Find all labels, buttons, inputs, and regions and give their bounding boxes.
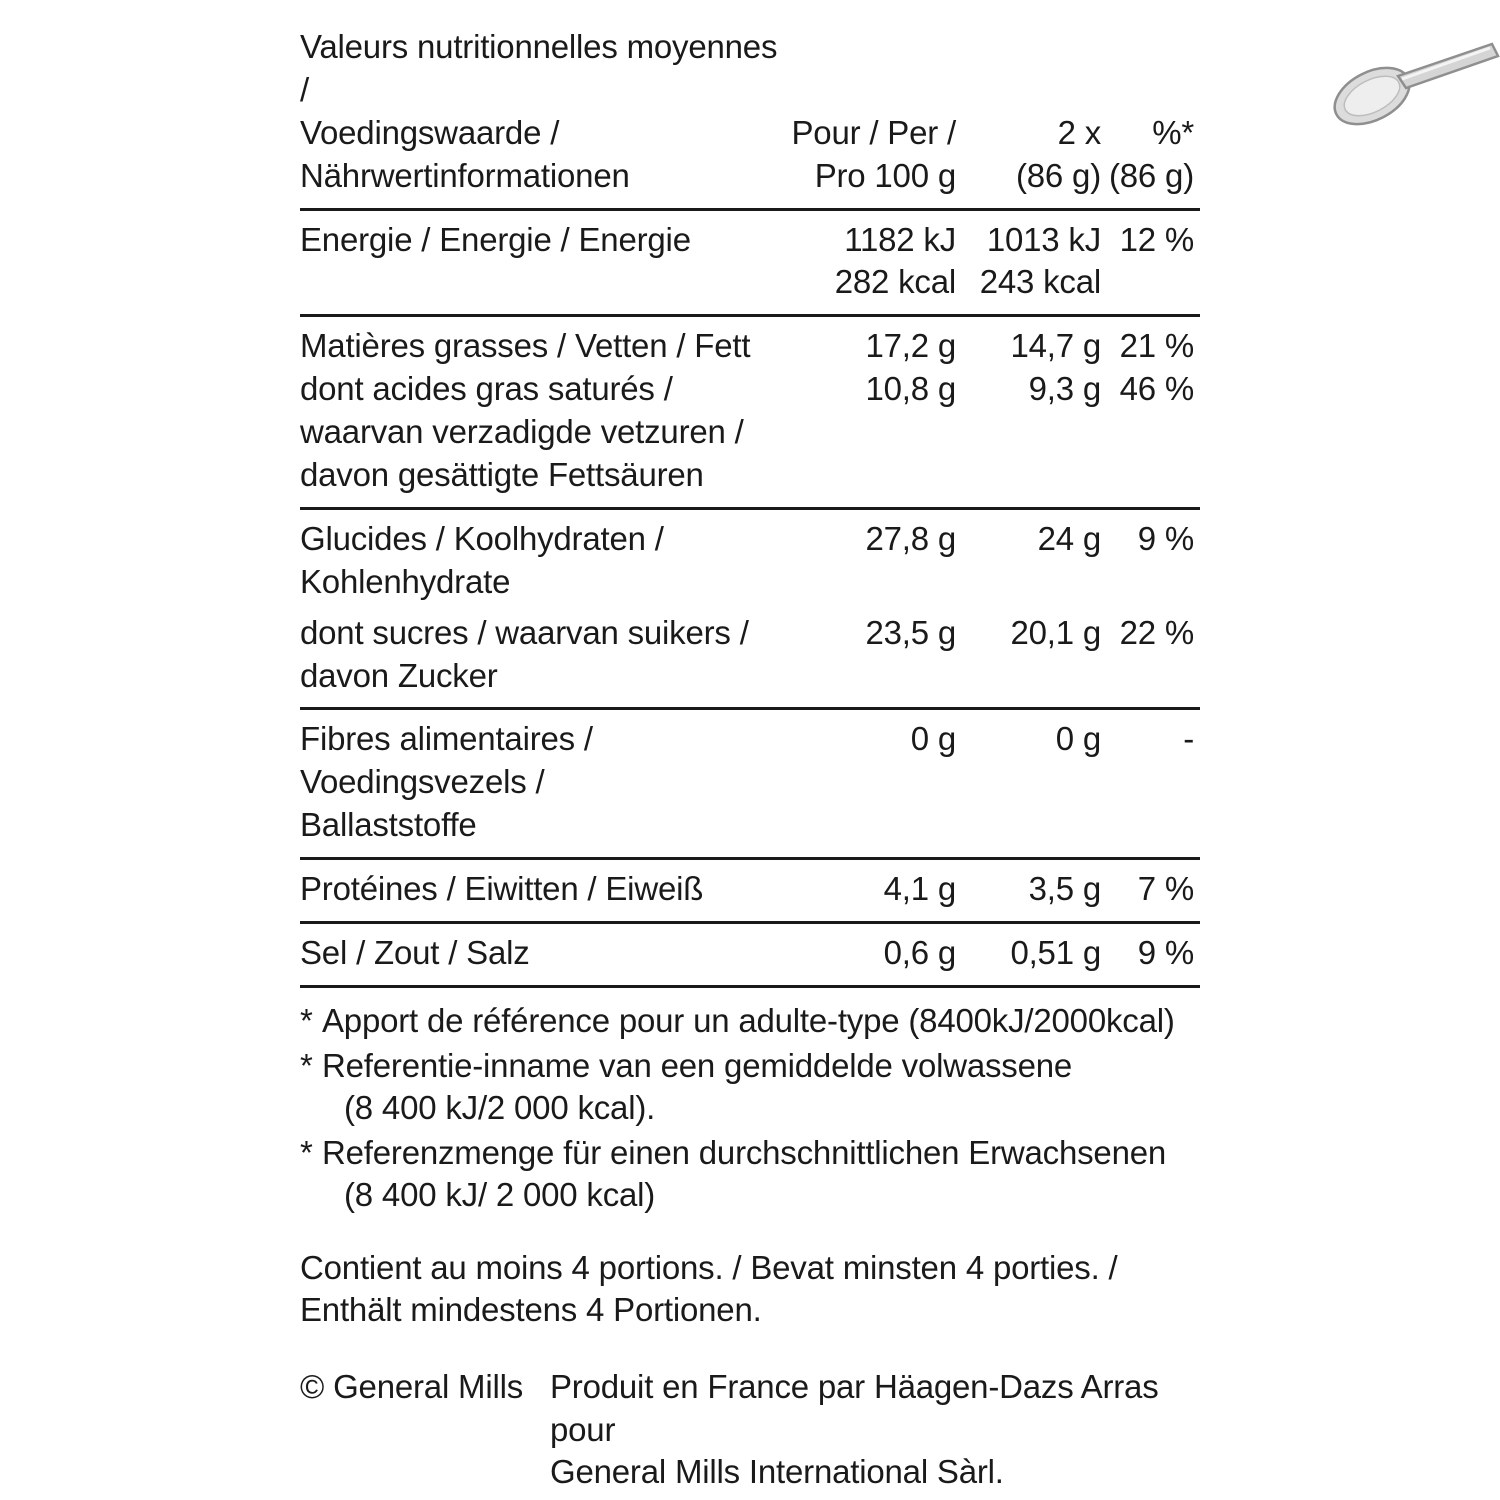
footnote-fr [300, 1000, 1210, 1043]
copyright-text: © General Mills [300, 1367, 524, 1405]
header-per-100g: Pour / Per / Pro 100 g [791, 113, 956, 194]
header-title: Valeurs nutritionnelles moyennes / Voedingswaarde / Nährwertinformationen [300, 28, 778, 194]
table-row [300, 368, 1200, 508]
row-name: Energie / Energie / Energie [300, 209, 782, 261]
row-percent: 21 % [1105, 316, 1200, 368]
footnote-de [300, 1132, 1210, 1217]
row-percent: 9 % [1105, 923, 1200, 987]
table-row [300, 709, 1200, 859]
nutrition-table [300, 26, 1200, 988]
footnote-nl [300, 1045, 1210, 1130]
row-name: dont sucres / waarvan suikers / davon Zucker [300, 613, 749, 694]
table-header-row [300, 26, 1200, 209]
table-row [300, 859, 1200, 923]
row-per-100g: 0,6 g [782, 923, 960, 987]
table-row [300, 508, 1200, 603]
row-per-100g: 17,2 g [782, 316, 960, 368]
row-per-100g: 0 g [782, 709, 960, 859]
producer-line1: Produit en France par Häagen-Dazs Arras pour [550, 1367, 1159, 1448]
row-per-100g: 23,5 g [865, 613, 956, 651]
row-per-serving: 0 g [960, 709, 1105, 859]
footnote-fr-text: Apport de référence pour un adulte-type (8400kJ/2000kcal) [322, 1002, 1175, 1039]
asterisk: * [300, 1002, 313, 1039]
row-per-serving: 1013 kJ [960, 209, 1105, 261]
table-row [300, 923, 1200, 987]
row-per-serving: 3,5 g [960, 859, 1105, 923]
row-percent: 46 % [1119, 370, 1194, 408]
table-row [300, 604, 1200, 709]
table-row [300, 209, 1200, 261]
footnote-de-line1: Referenzmenge für einen durchschnittlichen Erwachsenen [322, 1133, 1167, 1171]
row-per-100g: 10,8 g [865, 370, 956, 408]
footnote-de-line2: (8 400 kJ/ 2 000 kcal) [344, 1176, 656, 1214]
row-name: Matières grasses / Vetten / Fett [300, 316, 782, 368]
row-name: Glucides / Koolhydraten / Kohlenhydrate [300, 508, 782, 603]
asterisk: * [300, 1133, 313, 1171]
row-name: Sel / Zout / Salz [300, 923, 782, 987]
row-per-serving: 9,3 g [1028, 370, 1101, 408]
row-percent: 7 % [1105, 859, 1200, 923]
table-row-secondary [300, 261, 1200, 315]
footer [300, 1366, 1210, 1494]
row-per-serving-kcal: 243 kcal [979, 263, 1101, 301]
row-name: Fibres alimentaires / Voedingsvezels / Ballaststoffe [300, 709, 782, 859]
row-percent: 12 % [1105, 209, 1200, 261]
row-per-100g: 27,8 g [782, 508, 960, 603]
row-name: dont acides gras saturés / waarvan verzadigde vetzuren / davon gesättigte Fettsäuren [300, 370, 744, 494]
row-per-100g: 1182 kJ [782, 209, 960, 261]
row-per-serving: 20,1 g [1010, 613, 1101, 651]
table-row [300, 316, 1200, 368]
row-name: Protéines / Eiwitten / Eiweiß [300, 859, 782, 923]
row-percent: 9 % [1105, 508, 1200, 603]
spoon-icon [1320, 42, 1500, 137]
row-percent: - [1105, 709, 1200, 859]
portions-note [300, 1247, 1210, 1332]
nutrition-label [300, 26, 1200, 988]
row-per-serving: 14,7 g [960, 316, 1105, 368]
row-percent: 22 % [1119, 613, 1194, 651]
asterisk: * [300, 1046, 313, 1084]
portions-line2: Enthält mindestens 4 Portionen. [300, 1291, 762, 1329]
header-per-serving: 2 x (86 g) [1015, 113, 1101, 194]
header-percent-ri: %* (86 g) [1108, 113, 1194, 194]
row-per-serving: 24 g [960, 508, 1105, 603]
footnote-nl-line2: (8 400 kJ/2 000 kcal). [344, 1089, 656, 1127]
row-per-serving: 0,51 g [960, 923, 1105, 987]
footnotes [300, 1000, 1210, 1494]
row-per-100g: 4,1 g [782, 859, 960, 923]
row-per-100g-kcal: 282 kcal [834, 263, 956, 301]
footnote-nl-line1: Referentie-inname van een gemiddelde volwassene [322, 1046, 1073, 1084]
portions-line1: Contient au moins 4 portions. / Bevat minsten 4 porties. / [300, 1248, 1118, 1286]
producer-line2: General Mills International Sàrl. [550, 1453, 1004, 1491]
table-bottom-rule [300, 986, 1200, 988]
